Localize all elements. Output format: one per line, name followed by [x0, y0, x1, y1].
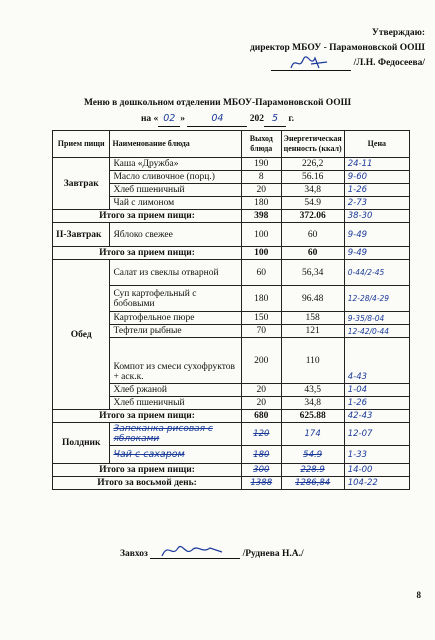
day-total-row: Итого за восьмой день: 1388 1286,84 104-22 — [53, 477, 410, 490]
table-row: Хлеб ржаной 20 43,5 1-04 — [53, 384, 410, 397]
director-signature — [271, 60, 351, 71]
menu-title — [0, 96, 435, 127]
table-row: Компот из смеси сухофруктов + аск.к. 200 110 4-43 — [53, 338, 410, 384]
subtotal-row: Итого за прием пищи: 100 60 9-49 — [53, 247, 410, 260]
subtotal-row: Итого за прием пищи: 680 625.88 42-43 — [53, 410, 410, 423]
table-row: Картофельное пюре 150 158 9-35/8-04 — [53, 312, 410, 325]
menu-title-line1: Меню в дошкольном отделении МБОУ-Парамоновской ООШ — [83, 98, 352, 108]
meal-label-breakfast: Завтрак — [53, 158, 110, 210]
meal-label-lunch: Обед — [53, 260, 110, 410]
table-row: Масло сливочное (порц.) 8 56.16 9-60 — [53, 171, 410, 184]
footer-role: Завхоз — [120, 549, 148, 559]
approve-label: Утверждаю: — [371, 28, 425, 38]
page-number: 8 — [416, 590, 421, 600]
date-year-digit: 5 — [264, 111, 286, 127]
meal-label-breakfast2: II-Завтрак — [53, 223, 110, 247]
menu-table — [52, 130, 410, 490]
table-row: Тефтели рыбные 70 121 12-42/0-44 — [53, 325, 410, 338]
meal-label-snack: Полдник — [53, 423, 110, 464]
subtotal-row: Итого за прием пищи: 300 228.9 14-00 — [53, 464, 410, 477]
table-row: II-Завтрак Яблоко свежее 100 60 9-49 — [53, 223, 410, 247]
col-yield: Выход блюда — [242, 131, 282, 158]
subtotal-row: Итого за прием пищи: 398 372.06 38-30 — [53, 210, 410, 223]
table-row: Хлеб пшеничный 20 34,8 1-26 — [53, 397, 410, 410]
col-energy: Энергетическая ценность (ккал) — [281, 131, 344, 158]
table-row: Чай с лимоном 180 54.9 2-73 — [53, 197, 410, 210]
table-row: Обед Салат из свеклы отварной 60 56,34 0-44/2-45 — [53, 260, 410, 286]
col-dish: Наименование блюда — [110, 131, 242, 158]
menu-date: на « 02 » 04 202 5 г. — [0, 111, 435, 127]
col-meal: Прием пищи — [53, 131, 110, 158]
approver-position: директор МБОУ - Парамоновской ООШ — [249, 43, 425, 53]
table-row: Чай с сахаром 180 54.9 1-33 — [53, 446, 410, 464]
col-price: Цена — [344, 131, 409, 158]
date-day: 02 — [158, 111, 180, 127]
table-row: Суп картофельный с бобовыми 180 96.48 12-28/4-29 — [53, 286, 410, 312]
signature-scribble-icon — [158, 540, 228, 560]
footer-name: /Руднева Н.А./ — [242, 549, 304, 559]
approval-block — [250, 26, 425, 71]
signature-scribble-icon — [289, 54, 329, 72]
storekeeper-signature — [150, 548, 240, 559]
table-row: Хлеб пшеничный 20 34,8 1-26 — [53, 184, 410, 197]
table-header-row — [53, 131, 410, 158]
table-row: Полдник Запеканка рисовая с яблоками 120 174 12-07 — [53, 423, 410, 446]
approver-name: /Л.Н. Федосеева/ — [353, 58, 425, 68]
table-row: Завтрак Каша «Дружба» 190 226,2 24-11 — [53, 158, 410, 171]
date-month: 04 — [187, 111, 247, 127]
signature-footer — [120, 548, 304, 559]
